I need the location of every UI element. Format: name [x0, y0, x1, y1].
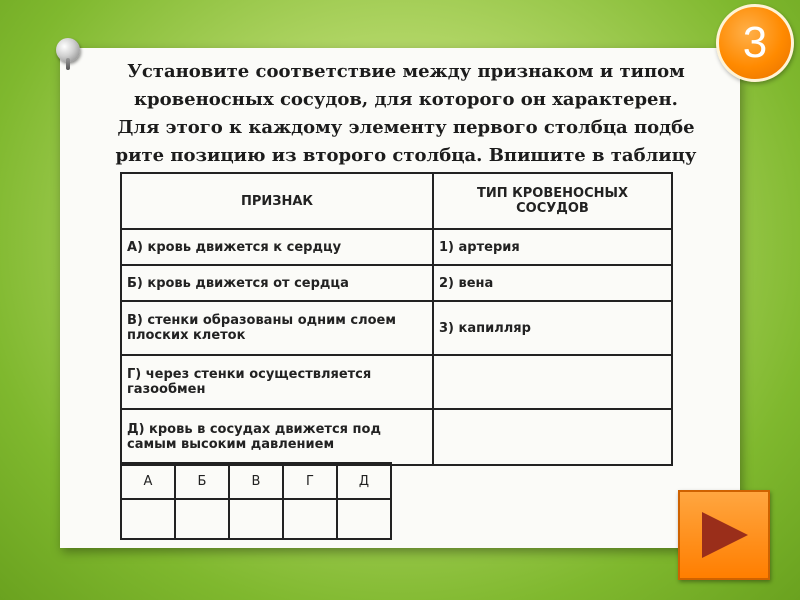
answer-letter: Д: [337, 463, 391, 499]
instruction-line: Установите соответствие между признаком и типом: [127, 61, 685, 82]
answer-cell[interactable]: [283, 499, 337, 539]
feature-cell: Д) кровь в сосудах движется под самым высоким давлением: [121, 409, 433, 465]
task-instruction: [96, 58, 716, 170]
answer-cell[interactable]: [121, 499, 175, 539]
vessel-type-cell: 3) капилляр: [433, 301, 672, 355]
slide-number-badge: 3: [716, 4, 794, 82]
answer-letter: В: [229, 463, 283, 499]
feature-cell: В) стенки образованы одним слоем плоских клеток: [121, 301, 433, 355]
answer-cell[interactable]: [175, 499, 229, 539]
answer-cell[interactable]: [229, 499, 283, 539]
next-slide-button[interactable]: [678, 490, 770, 580]
matching-table: [120, 172, 673, 466]
table-row: [121, 229, 672, 265]
pushpin-icon: [56, 38, 80, 62]
instruction-line: рите позицию из второго столбца. Впишите в таблицу: [115, 145, 697, 166]
vessel-type-cell: [433, 355, 672, 409]
answer-cell[interactable]: [337, 499, 391, 539]
vessel-type-cell: [433, 409, 672, 465]
vessel-type-cell: 1) артерия: [433, 229, 672, 265]
table-row: [121, 301, 672, 355]
feature-cell: А) кровь движется к сердцу: [121, 229, 433, 265]
table-row: [121, 265, 672, 301]
table-row: [121, 409, 672, 465]
answer-table: [120, 462, 392, 540]
table-row: [121, 355, 672, 409]
answer-letter: А: [121, 463, 175, 499]
feature-cell: Б) кровь движется от сердца: [121, 265, 433, 301]
vessel-type-cell: 2) вена: [433, 265, 672, 301]
answer-letter: Б: [175, 463, 229, 499]
header-vessel-type: ТИП КРОВЕНОСНЫХ СОСУДОВ: [433, 173, 672, 229]
instruction-line: кровеносных сосудов, для которого он характерен.: [134, 89, 678, 110]
play-arrow-icon: [702, 512, 748, 558]
answer-letter: Г: [283, 463, 337, 499]
instruction-line: Для этого к каждому элементу первого столбца подбе: [117, 117, 695, 138]
feature-cell: Г) через стенки осуществляется газообмен: [121, 355, 433, 409]
header-feature: ПРИЗНАК: [121, 173, 433, 229]
